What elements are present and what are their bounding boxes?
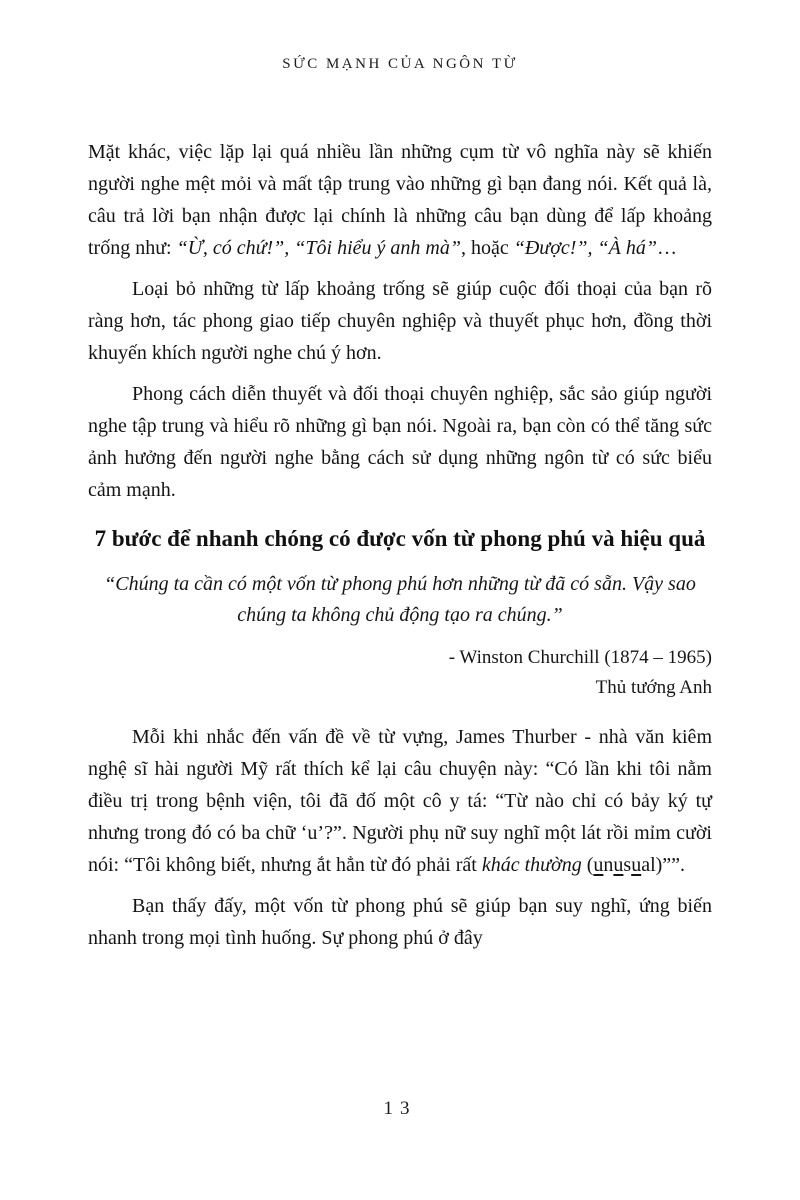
attribution-line: - Winston Churchill (1874 – 1965) [448,647,712,669]
text-segment: Bạn thấy đấy, một vốn từ phong phú sẽ giúp bạn suy nghĩ, ứng biến nhanh trong mọi tình huống. Sự phong phú ở đây [88,895,712,950]
text-segment: u [631,854,642,877]
text-segment: , hoặc [460,237,514,259]
body-content [88,136,712,963]
text-segment: khác thường [481,854,582,877]
text-segment: … [657,237,677,259]
text-segment: Mỗi khi nhắc đến vấn đề về từ vựng, James Thurber - nhà văn kiêm nghệ sĩ hài người Mỹ rất thích kể lại câu chuyện này: “Có lần khi tôi nằm điều trị trong bệnh viện, tôi đã đố một cô y tá: “Từ nào chỉ có bảy ký tự nhưng trong đó có ba chữ ‘u’?”. Người phụ nữ suy nghĩ một lát rồi mỉm cười nói: “Tôi không biết, nhưng ắt hẳn từ đó phải rất [88,726,712,877]
text-segment: “Được!”, “À há” [513,237,657,259]
section-heading: 7 bước để nhanh chóng có được vốn từ phong phú và hiệu quả [94,526,706,551]
running-header: SỨC MẠNH CỦA NGÔN TỪ [282,56,518,72]
text-segment: u [613,854,624,877]
text-segment: Loại bỏ những từ lấp khoảng trống sẽ giúp cuộc đối thoại của bạn rõ ràng hơn, tác phong giao tiếp chuyên nghiệp và thuyết phục hơn, đồng thời khuyến khích người nghe chú ý hơn. [88,278,712,364]
quote-attribution [88,643,712,703]
text-segment: Mặt khác, việc lặp lại quá nhiều lần những cụm từ vô nghĩa này sẽ khiến người nghe mệt mỏi và mất tập trung vào những gì bạn đang nói. Kết quả là, câu trả lời bạn nhận được lại chính là những câu bạn dùng để lấp khoảng trống như: [88,141,712,259]
body-paragraph [88,890,712,954]
text-segment: Phong cách diễn thuyết và đối thoại chuyên nghiệp, sắc sảo giúp người nghe tập trung và hiểu rõ những gì bạn nói. Ngoài ra, bạn còn có thể tăng sức ảnh hưởng đến người nghe bằng cách sử dụng những ngôn từ có sức biểu cảm mạnh. [88,383,712,501]
epigraph-quote: “Chúng ta cần có một vốn từ phong phú hơn những từ đã có sẵn. Vậy sao chúng ta không chủ động tạo ra chúng.” [104,573,696,627]
body-paragraph [88,378,712,506]
text-segment: ( [581,854,594,877]
text-segment: u [593,854,604,877]
page-number: 13 [383,1098,417,1119]
body-paragraph [88,721,712,881]
text-segment: al)””. [641,854,686,877]
attribution-line: Thủ tướng Anh [595,677,712,699]
text-segment: s [623,854,632,877]
text-segment: “Ừ, có chứ!”, “Tôi hiểu ý anh mà” [176,237,461,259]
text-segment: n [603,854,614,877]
body-paragraph [88,273,712,369]
body-paragraph [88,136,712,264]
